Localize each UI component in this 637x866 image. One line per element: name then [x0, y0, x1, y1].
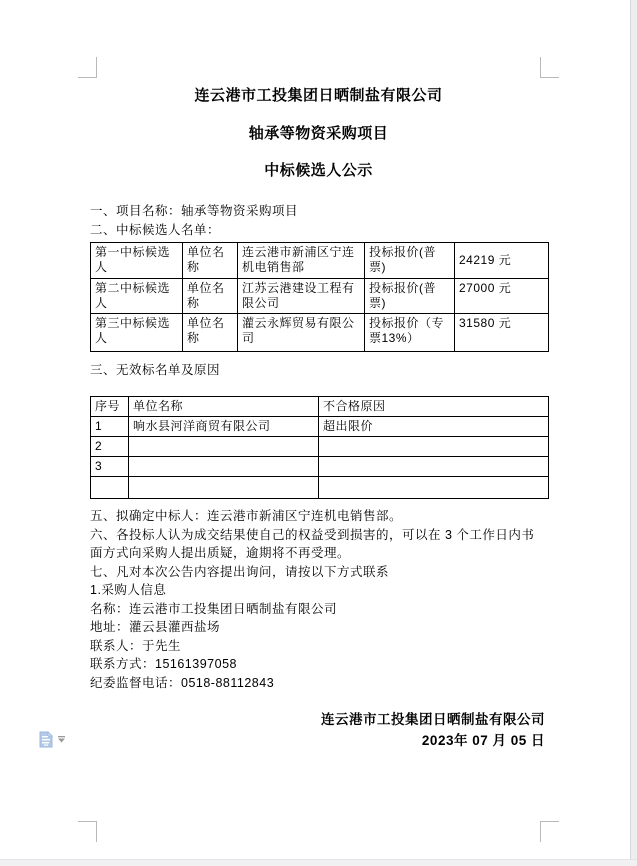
chevron-down-icon — [57, 735, 66, 743]
invalid-company — [129, 437, 319, 457]
invalid-table-row-2 — [91, 437, 549, 457]
section-3-invalid-bids-heading: 三、无效标名单及原因 — [90, 363, 221, 377]
invalid-reason — [319, 477, 549, 499]
paste-options-document-icon — [39, 731, 53, 748]
bid-price-value: 27000 元 — [455, 279, 549, 314]
row-index: 3 — [91, 457, 129, 477]
candidate-rank: 第二中标候选人 — [91, 279, 183, 314]
section-1-project-name: 一、项目名称：轴承等物资采购项目 — [90, 204, 299, 218]
column-header-unit-name: 单位名称 — [129, 397, 319, 417]
bid-price-value: 24219 元 — [455, 243, 549, 279]
page-edge-bottom — [0, 859, 637, 866]
signature-company: 连云港市工投集团日晒制盐有限公司 — [321, 712, 545, 727]
unit-name-label: 单位名称 — [183, 279, 238, 314]
candidate-company: 连云港市新浦区宁连机电销售部 — [238, 243, 365, 279]
invalid-reason — [319, 437, 549, 457]
candidate-rank: 第一中标候选人 — [91, 243, 183, 279]
invalid-reason: 超出限价 — [319, 417, 549, 437]
invalid-table-header-row — [91, 397, 549, 417]
candidates-table-row-2 — [91, 279, 549, 314]
document-title-project: 轴承等物资采购项目 — [248, 125, 389, 142]
section-5-winner: 五、拟确定中标人：连云港市新浦区宁连机电销售部。 — [90, 509, 403, 523]
invalid-company — [129, 457, 319, 477]
document-title-announcement: 中标候选人公示 — [264, 162, 373, 179]
invalid-table-row-1 — [91, 417, 549, 437]
margin-crop-mark-top-left — [78, 57, 97, 78]
candidates-table-row-3 — [91, 314, 549, 352]
bid-price-label: 投标报价(普票) — [365, 243, 455, 279]
candidate-company: 灌云永辉贸易有限公司 — [238, 314, 365, 352]
signature-date: 2023年 07 月 05 日 — [421, 733, 545, 748]
column-header-index: 序号 — [91, 397, 129, 417]
candidates-table — [90, 242, 549, 352]
purchaser-info-title: 1.采购人信息 — [90, 583, 167, 597]
unit-name-label: 单位名称 — [183, 243, 238, 279]
section-2-candidate-list-heading: 二、中标候选人名单： — [90, 222, 221, 237]
invalid-bids-table — [90, 396, 549, 499]
section-6-objection-notice: 六、各投标人认为成交结果使自己的权益受到损害的，可以在 3 个工作日内书面方式向采购人提出质疑，逾期将不再受理。 — [90, 527, 535, 560]
supervision-phone-line: 纪委监督电话：0518-88112843 — [90, 675, 275, 690]
margin-crop-mark-top-right — [540, 57, 559, 78]
candidates-table-row-1 — [91, 243, 549, 279]
unit-name-label: 单位名称 — [183, 314, 238, 352]
contact-person-line: 联系人：于先生 — [90, 638, 182, 653]
margin-crop-mark-bottom-right — [540, 821, 559, 842]
contact-name-line: 名称：连云港市工投集团日晒制盐有限公司 — [90, 601, 338, 616]
signature-block — [0, 709, 545, 751]
document-title-company: 连云港市工投集团日晒制盐有限公司 — [194, 87, 443, 104]
invalid-table-row-4 — [91, 477, 549, 499]
invalid-table-row-3 — [91, 457, 549, 477]
contact-address-line: 地址：灌云县灌西盐场 — [90, 620, 221, 634]
candidate-company: 江苏云港建设工程有限公司 — [238, 279, 365, 314]
row-index — [91, 477, 129, 499]
candidate-rank: 第三中标候选人 — [91, 314, 183, 352]
bid-price-value: 31580 元 — [455, 314, 549, 352]
invalid-company — [129, 477, 319, 499]
row-index: 2 — [91, 437, 129, 457]
margin-crop-mark-bottom-left — [78, 821, 97, 842]
bid-price-label: 投标报价(普票) — [365, 279, 455, 314]
row-index: 1 — [91, 417, 129, 437]
bid-price-label: 投标报价（专票13%） — [365, 314, 455, 352]
section-7-contact-heading: 七、凡对本次公告内容提出询问，请按以下方式联系 — [90, 564, 390, 579]
contact-phone-line: 联系方式：15161397058 — [90, 657, 237, 671]
invalid-reason — [319, 457, 549, 477]
paste-options-button[interactable] — [39, 729, 69, 749]
invalid-company: 响水县河洋商贸有限公司 — [129, 417, 319, 437]
column-header-reason: 不合格原因 — [319, 397, 549, 417]
page-edge-right — [630, 0, 637, 866]
